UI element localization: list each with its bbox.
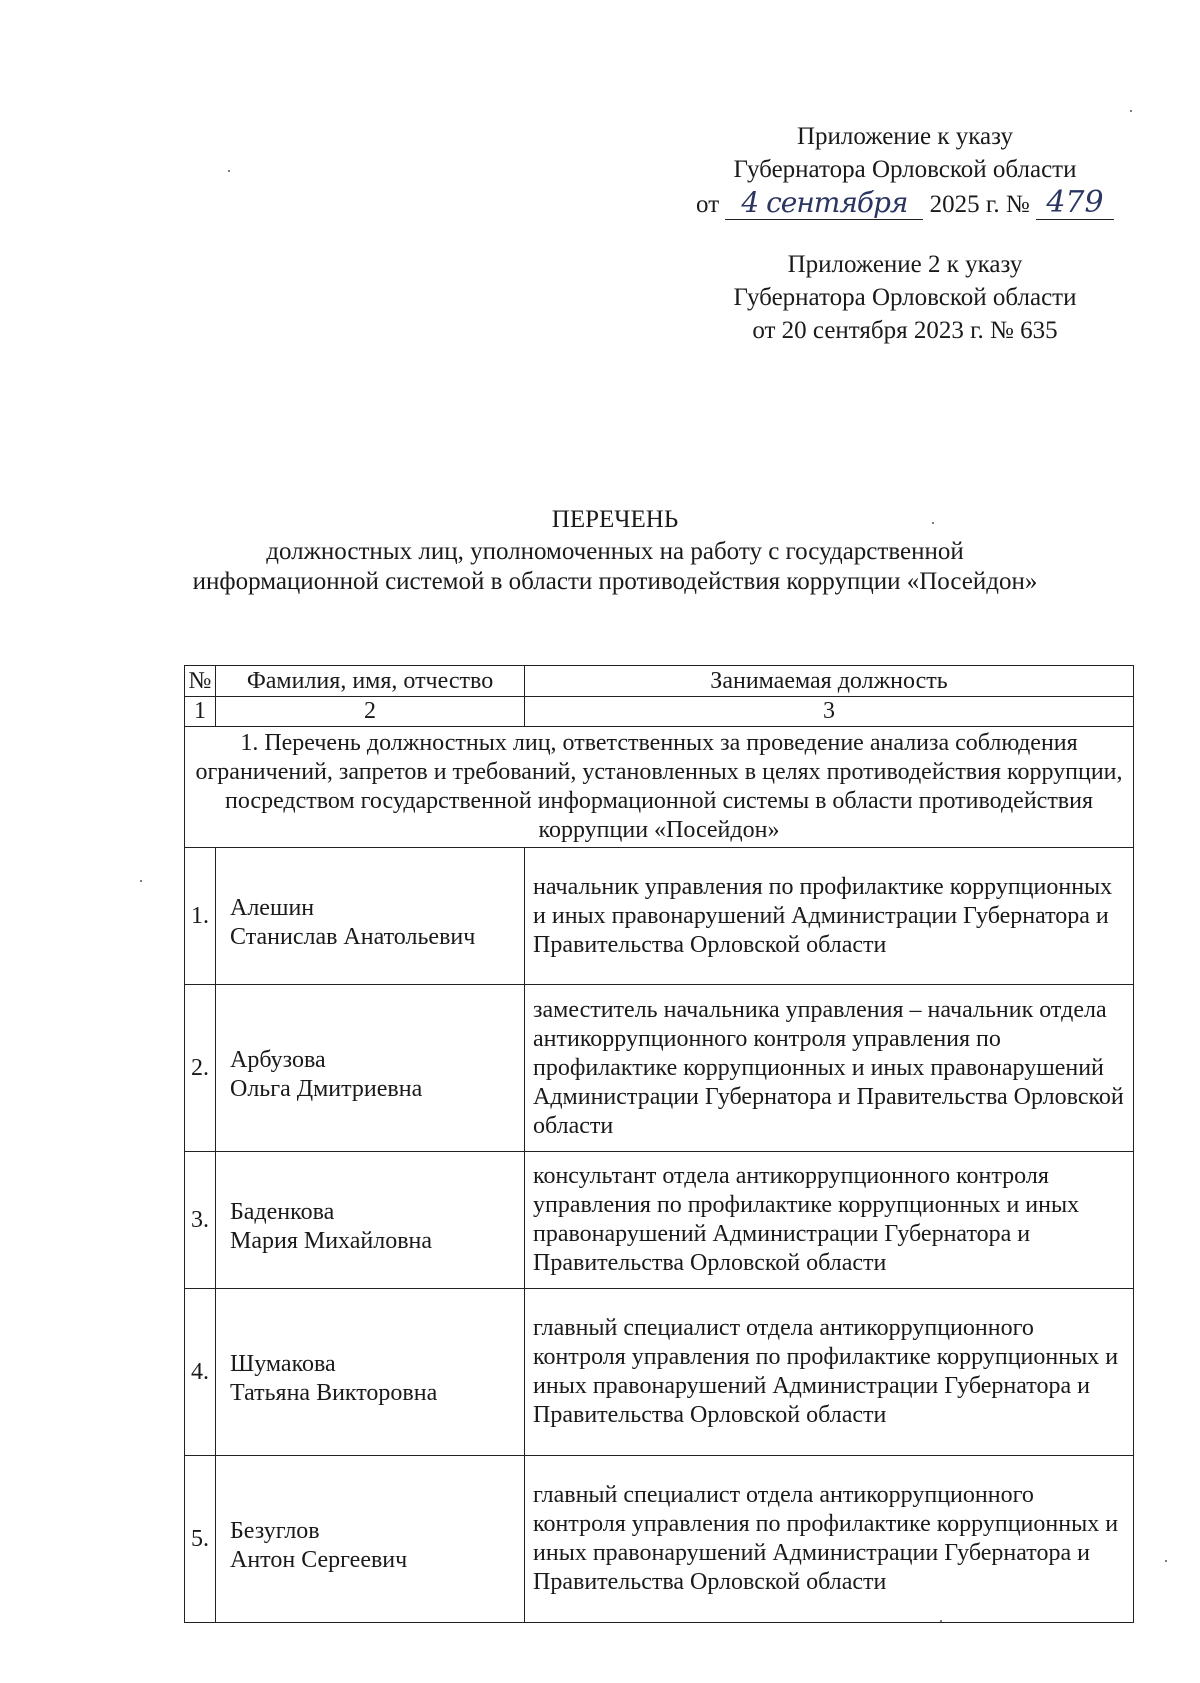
document-title-block — [180, 505, 1050, 597]
appendix-current-line1: Приложение к указу — [796, 123, 1014, 150]
row-surname: Безуглов — [230, 1518, 320, 1544]
appendix-current-line2: Губернатора Орловской области — [733, 156, 1077, 183]
appendix-original-header — [685, 248, 1125, 347]
row-full-name — [216, 1289, 525, 1456]
table-row — [185, 985, 1134, 1152]
index-name: 2 — [216, 697, 525, 727]
header-position: Занимаемая должность — [525, 666, 1134, 697]
row-given-names: Станислав Анатольевич — [230, 924, 476, 950]
table-header-row — [185, 666, 1134, 697]
scan-speck — [140, 880, 142, 882]
scan-speck — [940, 1620, 942, 1622]
row-surname: Баденкова — [230, 1199, 335, 1225]
row-full-name — [216, 1152, 525, 1289]
date-prefix: от — [696, 191, 720, 218]
row-given-names: Антон Сергеевич — [230, 1547, 408, 1573]
table-row — [185, 1152, 1134, 1289]
table-section-row — [185, 727, 1134, 848]
row-number: 5. — [185, 1456, 216, 1623]
row-position-text: консультант отдела антикоррупционного контроля управления по профилактике коррупционных и иных правонарушений Администрации Губернатора и Правительства Орловской области — [533, 1163, 1080, 1276]
row-position — [525, 985, 1134, 1152]
document-subtitle: должностных лиц, уполномоченных на работу с государственной информационной системой в области противодействия коррупции «Посейдон» — [192, 538, 1038, 595]
decree-year: 2025 г. № — [929, 191, 1030, 218]
row-number: 4. — [185, 1289, 216, 1456]
row-surname: Шумакова — [230, 1351, 336, 1377]
scan-speck — [1165, 1560, 1167, 1562]
row-given-names: Мария Михайловна — [230, 1228, 433, 1254]
row-position-text: начальник управления по профилактике коррупционных и иных правонарушений Администрации Губернатора и Правительства Орловской области — [533, 873, 1113, 958]
appendix-original-line2: Губернатора Орловской области — [733, 284, 1077, 311]
document-title: ПЕРЕЧЕНЬ — [551, 506, 679, 533]
row-number: 1. — [185, 848, 216, 985]
row-position — [525, 1289, 1134, 1456]
appendix-current-date-line — [685, 186, 1125, 221]
row-number: 2. — [185, 985, 216, 1152]
appendix-original-line1: Приложение 2 к указу — [787, 251, 1023, 278]
row-number: 3. — [185, 1152, 216, 1289]
index-num: 1 — [185, 697, 216, 727]
table-row — [185, 1289, 1134, 1456]
row-position-text: главный специалист отдела антикоррупционного контроля управления по профилактике коррупционных и иных правонарушений Администрации Губернатора и Правительства Орловской области — [533, 1315, 1119, 1428]
row-full-name — [216, 848, 525, 985]
table-row — [185, 848, 1134, 985]
scan-speck — [228, 170, 230, 172]
row-given-names: Ольга Дмитриевна — [230, 1076, 423, 1102]
row-surname: Алешин — [230, 895, 315, 921]
header-name: Фамилия, имя, отчество — [216, 666, 525, 697]
row-given-names: Татьяна Викторовна — [230, 1380, 438, 1406]
row-full-name — [216, 1456, 525, 1623]
row-position — [525, 1456, 1134, 1623]
handwritten-decree-number: 479 — [1036, 186, 1114, 220]
row-position — [525, 848, 1134, 985]
appendix-current-header — [685, 120, 1125, 221]
row-position — [525, 1152, 1134, 1289]
index-position: 3 — [525, 697, 1134, 727]
section-title: 1. Перечень должностных лиц, ответственных за проведение анализа соблюдения ограничений, запретов и требований, установленных в целях противодействия коррупции, посредством государственной информационной системы в области противодействия коррупции «Посейдон» — [185, 727, 1134, 848]
table-row — [185, 1456, 1134, 1623]
scan-speck — [1130, 110, 1132, 112]
row-surname: Арбузова — [230, 1047, 326, 1073]
row-position-text: главный специалист отдела антикоррупционного контроля управления по профилактике коррупционных и иных правонарушений Администрации Губернатора и Правительства Орловской области — [533, 1482, 1119, 1595]
row-full-name — [216, 985, 525, 1152]
table-index-row — [185, 697, 1134, 727]
header-num: № — [185, 666, 216, 697]
handwritten-date: 4 сентября — [725, 186, 923, 220]
officials-table — [184, 665, 1134, 1623]
row-position-text: заместитель начальника управления – начальник отдела антикоррупционного контроля управления по профилактике коррупционных и иных правонарушений Администрации Губернатора и Правительства Орловской области — [533, 996, 1124, 1139]
appendix-original-line3: от 20 сентября 2023 г. № 635 — [752, 317, 1058, 344]
scan-speck — [932, 522, 934, 524]
